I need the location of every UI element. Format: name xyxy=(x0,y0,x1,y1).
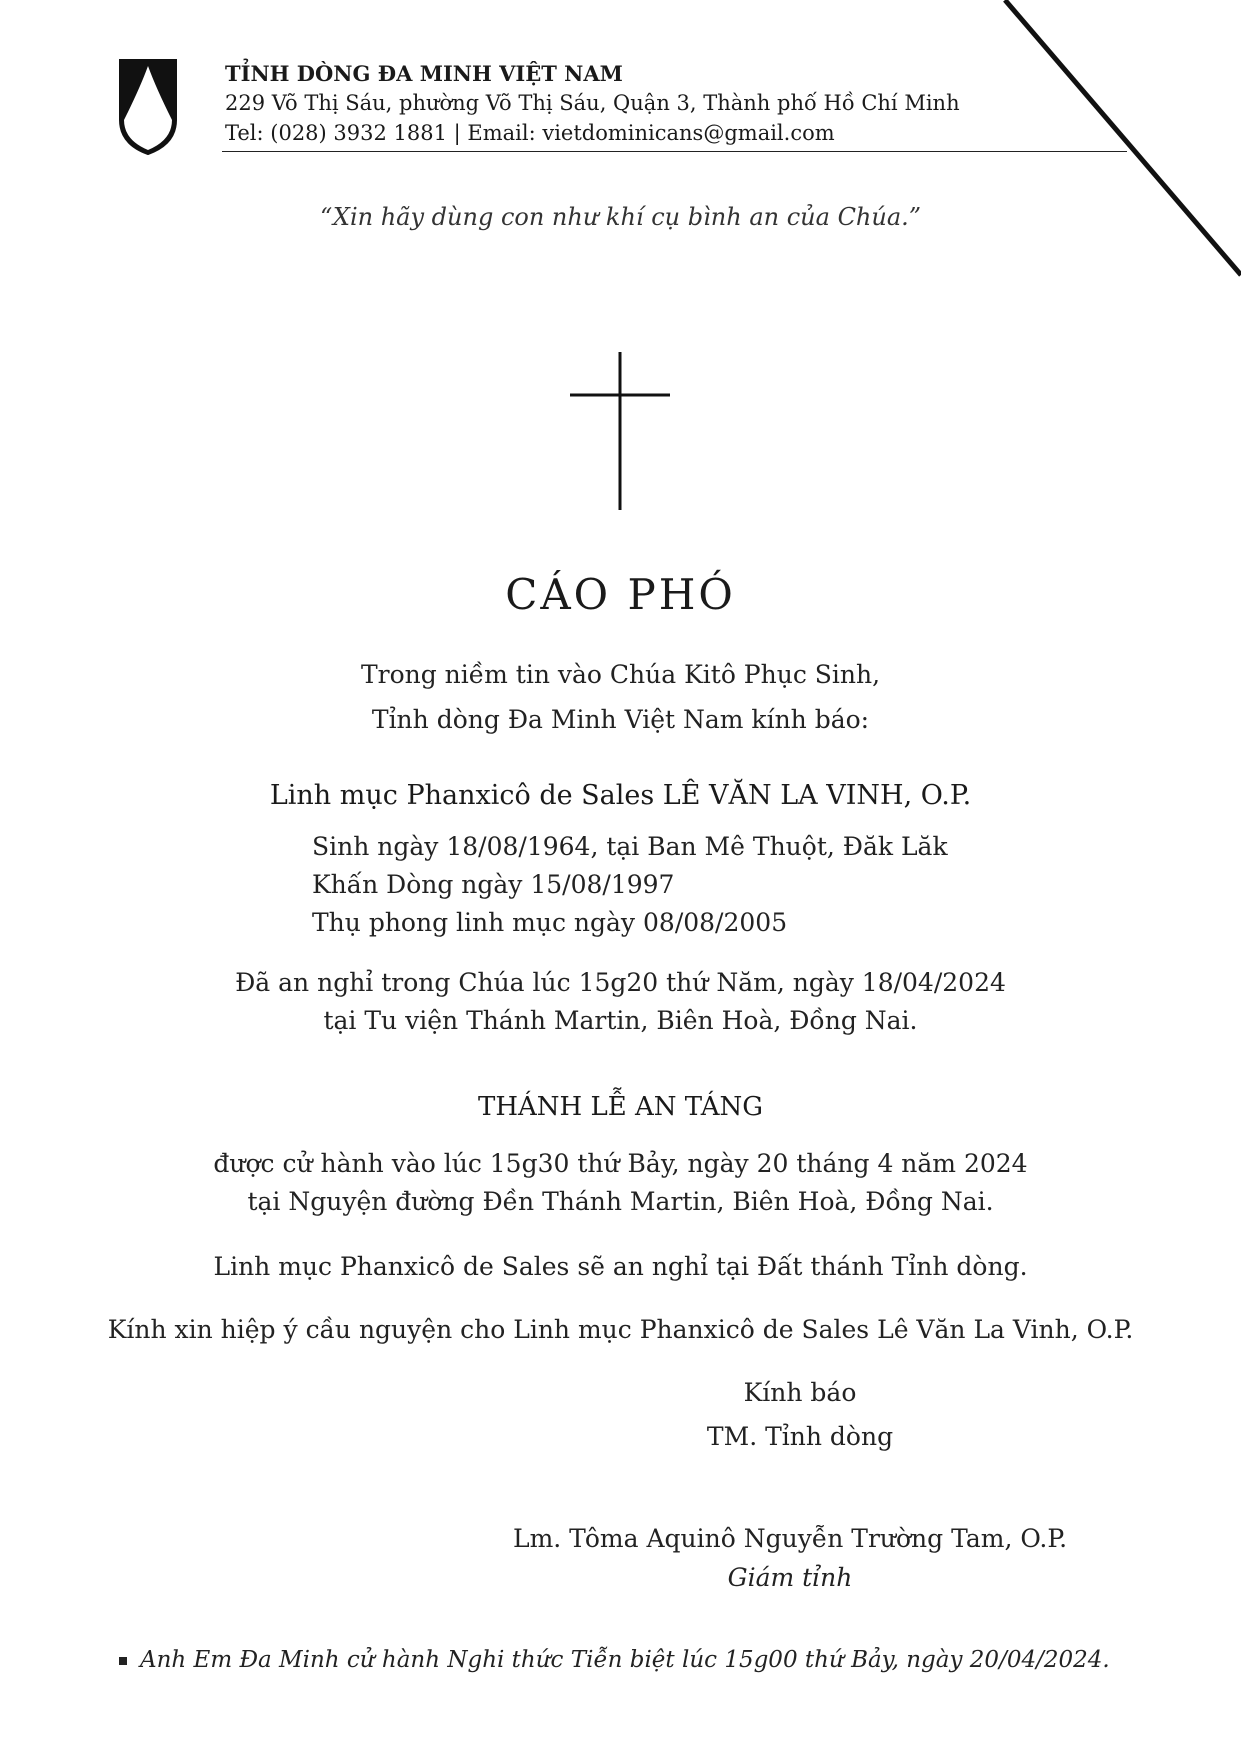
closing-line-1: Kính báo xyxy=(743,1378,857,1407)
intro-line-2: Tỉnh dòng Đa Minh Việt Nam kính báo: xyxy=(371,705,870,734)
signer-role: Giám tỉnh xyxy=(727,1563,853,1592)
signer-name: Lm. Tôma Aquinô Nguyễn Trường Tam, O.P. xyxy=(512,1524,1068,1553)
ordination-info: Thụ phong linh mục ngày 08/08/2005 xyxy=(312,908,788,937)
motto: “Xin hãy dùng con như khí cụ bình an của Chúa.” xyxy=(319,203,922,231)
funeral-line-2: tại Nguyện đường Đền Thánh Martin, Biên Hoà, Đồng Nai. xyxy=(247,1187,994,1216)
vows-info: Khấn Dòng ngày 15/08/1997 xyxy=(312,870,675,899)
birth-info: Sinh ngày 18/08/1964, tại Ban Mê Thuột, Đăk Lăk xyxy=(312,832,948,861)
deceased-facts xyxy=(312,828,948,942)
header-divider xyxy=(222,151,1127,152)
prayer-line: Kính xin hiệp ý cầu nguyện cho Linh mục Phanxicô de Sales Lê Văn La Vinh, O.P. xyxy=(107,1315,1134,1344)
funeral-line-1: được cử hành vào lúc 15g30 thứ Bảy, ngày 20 tháng 4 năm 2024 xyxy=(213,1149,1028,1178)
burial-line: Linh mục Phanxicô de Sales sẽ an nghỉ tại Đất thánh Tỉnh dòng. xyxy=(213,1252,1028,1281)
mourning-band xyxy=(1000,0,1241,280)
organization-address: 229 Võ Thị Sáu, phường Võ Thị Sáu, Quận 3, Thành phố Hồ Chí Minh xyxy=(225,91,960,115)
closing-line-2: TM. Tỉnh dòng xyxy=(706,1422,894,1451)
page-title: CÁO PHÓ xyxy=(505,570,736,619)
death-line-2: tại Tu viện Thánh Martin, Biên Hoà, Đồng Nai. xyxy=(323,1006,918,1035)
organization-contact: Tel: (028) 3932 1881 | Email: vietdominicans@gmail.com xyxy=(225,121,835,145)
note-bullet xyxy=(119,1657,127,1665)
organization-name: TỈNH DÒNG ĐA MINH VIỆT NAM xyxy=(225,61,623,86)
dominican-shield-logo xyxy=(118,58,178,156)
cross-icon xyxy=(568,350,672,512)
footnote: Anh Em Đa Minh cử hành Nghi thức Tiễn biệt lúc 15g00 thứ Bảy, ngày 20/04/2024. xyxy=(140,1647,1110,1673)
intro-line-1: Trong niềm tin vào Chúa Kitô Phục Sinh, xyxy=(360,660,881,689)
funeral-heading: THÁNH LỄ AN TÁNG xyxy=(478,1092,763,1122)
deceased-name: Linh mục Phanxicô de Sales LÊ VĂN LA VINH, O.P. xyxy=(269,780,972,811)
death-line-1: Đã an nghỉ trong Chúa lúc 15g20 thứ Năm, ngày 18/04/2024 xyxy=(235,968,1006,997)
